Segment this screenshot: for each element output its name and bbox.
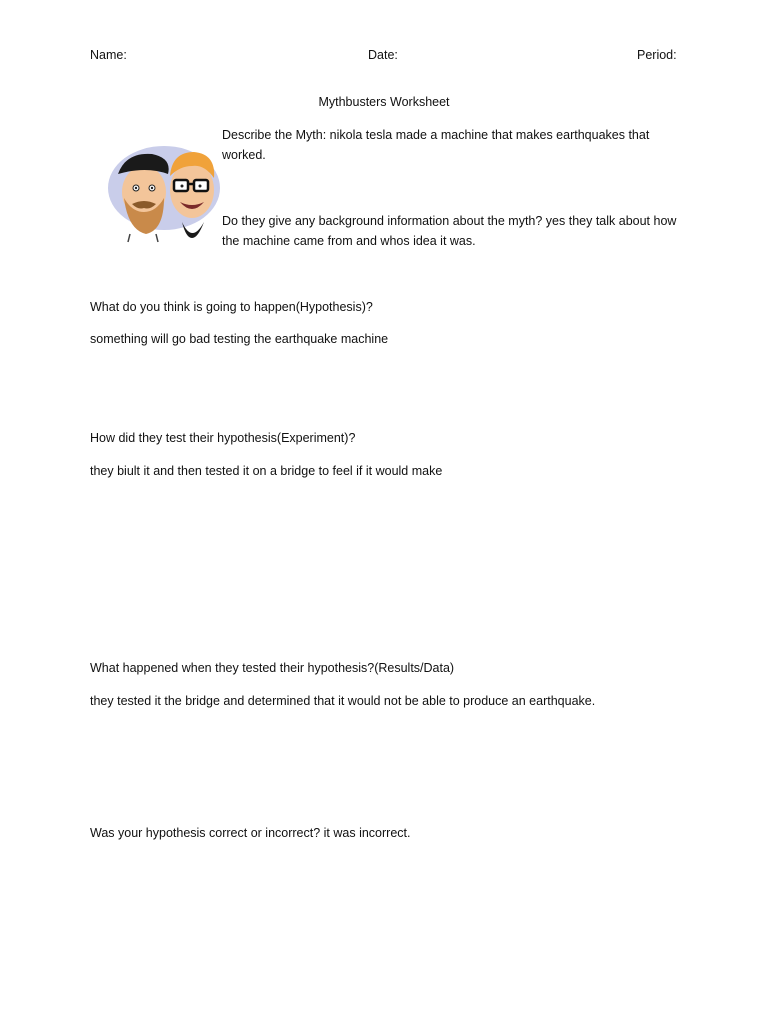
page-title: Mythbusters Worksheet	[318, 95, 450, 109]
results-answer: they tested it the bridge and determined that it would not be able to produce an earthquake.	[90, 694, 596, 708]
experiment-question: How did they test their hypothesis(Experiment)?	[90, 431, 356, 445]
conclusion-text: Was your hypothesis correct or incorrect? it was incorrect.	[90, 826, 411, 840]
period-label: Period:	[637, 48, 677, 62]
mythbusters-cartoon-icon	[106, 138, 224, 244]
name-label: Name:	[90, 48, 127, 62]
date-label: Date:	[368, 48, 398, 62]
background-info: Do they give any background information about the myth? yes they talk about how the machine came from and whos idea it was.	[222, 214, 677, 248]
myth-description: Describe the Myth: nikola tesla made a machine that makes earthquakes that worked.	[222, 128, 650, 162]
hypothesis-answer: something will go bad testing the earthquake machine	[90, 332, 389, 346]
results-question: What happened when they tested their hypothesis?(Results/Data)	[90, 661, 455, 675]
experiment-answer: they biult it and then tested it on a bridge to feel if it would make	[90, 464, 443, 478]
hypothesis-question: What do you think is going to happen(Hypothesis)?	[90, 300, 373, 314]
